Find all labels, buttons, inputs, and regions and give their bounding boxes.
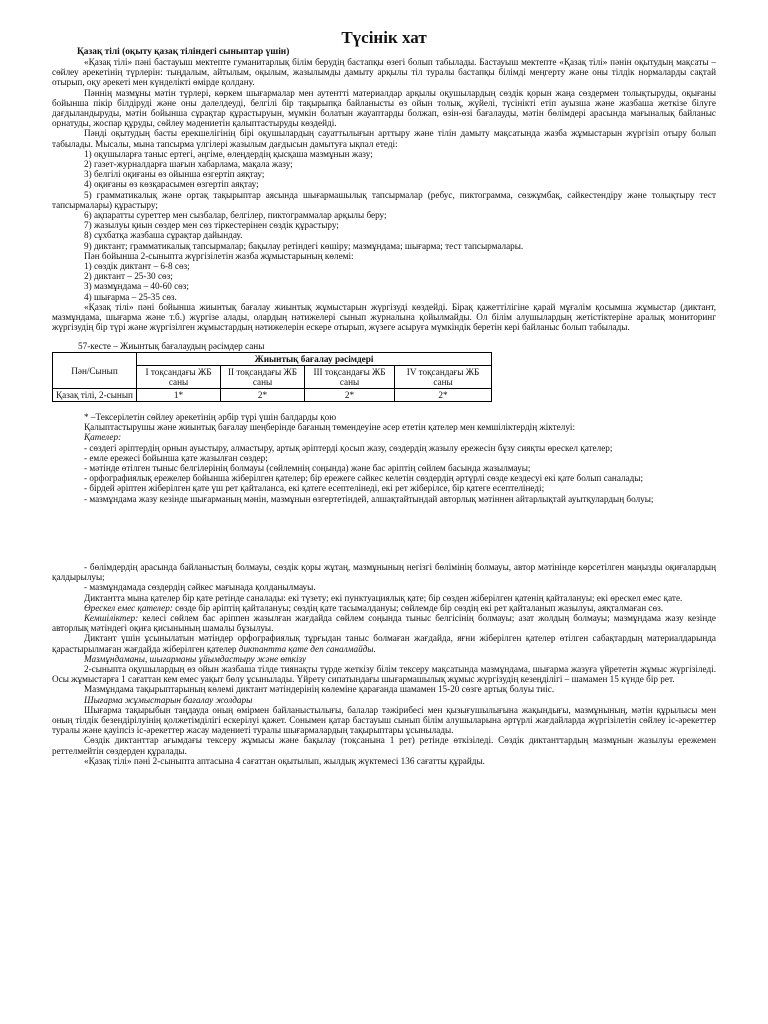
dictation-texts-prefix: Диктант үшін ұсынылатын мәтіндер орфографиялық тұрғыдан таныс болмаған жағдайда, яғни жіберілген қателер өтілген сабақтардың материалдарында қарастырылмаған жағдайда жіберілген қателер	[52, 633, 716, 654]
written-works-intro: Пән бойынша 2-сыныпта жүргізілетін жазба жұмыстарының көлемі:	[84, 250, 354, 261]
intro-paragraph-1: «Қазақ тілі» пәні бастауыш мектепте гуманитарлық білім берудің бастапқы өзегі болып табылады. Бастауыш мектепте «Қазақ тілі» пәнін оқытудың мақсаты – сөйлеу әрекетінің түрлерін: тыңдалым, айтылым, оқылым, жазылымды дамыту арқылы тіл туралы бастапқы білімді меңгерту және оны тілдік нормаларды сақтай отырып, оқу әрекеті мен күнделікті өмірде қолдану.	[52, 57, 716, 88]
page-title: Түсінік хат	[341, 28, 427, 47]
task-example-item: 4) оқиғаны өз көзқарасымен өзгертіп аяқтау;	[84, 179, 259, 190]
vocab-dictation-paragraph: Сөздік диктанттар ағымдағы тексеру жұмысы және бақылау (тоқсанына 1 рет) ретінде өткізіледі. Сөздік диктанттардың мазмұнын жазылуы ережемен реттелмейтін сөздерден құралады.	[52, 735, 716, 756]
table-quarter-header: IV тоқсандағы ЖБ саны	[395, 366, 492, 389]
task-example-item: 8) сұхбатқа жазбаша сұрақтар дайындау.	[84, 230, 243, 241]
errors-heading: Қателер:	[84, 432, 122, 443]
table-row-label: Қазақ тілі, 2-сынып	[53, 389, 137, 402]
error-item: - сөздегі әріптердің орнын ауыстыру, алмастыру, артық әріптерді қосып жазу, сөздердің жазылу ережесін бұзу сияқты өрескел қателер;	[84, 442, 613, 453]
errors-intro: Қалыптастырушы және жиынтық бағалау шеңберінде бағаның төмендеуіне әсер ететін қателер мен кемшіліктердің жіктелуі:	[84, 422, 576, 433]
task-example-item: 2) газет-журналдарға шағын хабарлама, мақала жазу;	[84, 159, 293, 170]
essay-heading: Шығарма жұмыстарын бағалау жолдары	[84, 694, 253, 705]
exposition-paragraph: 2-сыныпта оқушылардың өз ойын жазбаша тілде тиянақты түрде жеткізу білім тексеру мақсатында мазмұндама, шығарма жазуға үйрететін жұмыс жүргізіледі. Осы жұмыстарға 1 сағаттан кем емес уақыт бөлу ұсынылады. Үйрету сипатындағы шығармашылық жұмыс жүргізудің кезеңділігі – шамамен 15 күнде бір рет.	[52, 664, 716, 685]
table-quarter-header: I тоқсандағы ЖБ саны	[137, 366, 221, 389]
error-item: - бөлімдердің арасында байланыстың болмауы, сөздік қоры жұтаң, мазмұнының негізгі бөлімінің болмауы, автор мәтінінде көрсетілген маңызды оқиғалардың қалдырылуы;	[52, 562, 716, 583]
intro-paragraph-2: Пәннің мазмұны мәтін түрлері, көркем шығармалар мен аутентті материалдар арқылы оқушылардың сөздік қорын жаңа сөздермен толықтыруды, оқығаны бойынша пікір білдіруді және оны дәлелдеуді, белгілі бір тақырыпқа байланысты өз ойын толық, жүйелі, түсінікті етіп ауызша және жазбаша жеткізе білуге дағдыландыруды, мәтін бойынша сұрақтар құрастыруын, мүмкін болатын жауаптарды болжап, өзін-өзі бағалауды, мәтін бөлімдері арасында мағыналық байланыс орнатуды, жоспар құруды, сөйлеу мәдениетін қалыптастыруды көздейді.	[52, 87, 716, 129]
task-example-item: 5) грамматикалық және ортақ тақырыптар аясында шығармашылық тапсырмалар (ребус, пиктограмма, сөзжұмбақ, сәйкестендіру және толықтыру тест тапсырмалары) құрастыру;	[52, 189, 716, 210]
table-row-header: Пән/Сынып	[53, 353, 137, 389]
table-cell: 2*	[221, 389, 305, 402]
exposition-volume: Мазмұндама тақырыптарының көлемі диктант мәтіндерінің көлеміне қарағанда шамамен 15-20 сөзге артық болуы тиіс.	[84, 684, 555, 695]
minor-errors-term: Өрескел емес қателер:	[84, 602, 173, 613]
dictation-texts-italic: диктантта қате деп саналмайды.	[238, 643, 376, 654]
task-example-item: 9) диктант; грамматикалық тапсырмалар; бақылау ретіндегі көшіру; мазмұндама; шығарма; тест тапсырмалары.	[84, 240, 524, 251]
table-cell: 1*	[137, 389, 221, 402]
minor-errors-paragraph	[52, 603, 716, 613]
table-quarter-header: III тоқсандағы ЖБ саны	[305, 366, 395, 389]
error-item: - орфографиялық ережелер бойынша жіберілген қателер; бір ережеге сәйкес келетін сөздердің әртүрлі сөзде кездесуі екі қате болып саналады;	[84, 473, 644, 484]
shortcomings-paragraph	[52, 613, 716, 633]
error-item: - мәтінде өтілген тыныс белгілерінің болмауы (сөйлемнің соңында) және бас әріптің сөйлем басында жазылмауы;	[84, 463, 531, 474]
shortcomings-text: келесі сөйлем бас әріппен жазылған жағдайда сөйлем соңында тыныс белгісінің болмауы; азат жолдың болмауы; мазмұндама жазу кезінде авторлық мәтіндегі оқиға қисынының шамалы бұзылуы.	[52, 613, 716, 634]
table-row	[53, 389, 492, 402]
intro-paragraph-3: Пәнді оқытудың басты ерекшелігінің бірі оқушылардың сауаттылығын арттыру және тілін дамыту мақсатында жазба жұмыстарын жүргізіп отыру болып табылады. Мысалы, мына тапсырма үлгілері жазылым дағдысын дамытуға ықпал етеді:	[52, 128, 716, 149]
written-work-item: 4) шығарма – 25-35 сөз.	[84, 291, 177, 302]
table-caption: 57-кесте – Жиынтық бағалаудың рәсімдер саны	[78, 341, 265, 351]
error-item: - емле ережесі бойынша қате жазылған сөздер;	[84, 452, 268, 463]
written-work-item: 3) мазмұндама – 40-60 сөз;	[84, 281, 189, 292]
task-example-item: 3) белгілі оқиғаны өз ойынша өзгертіп аяқтау;	[84, 169, 265, 180]
shortcomings-term: Кемшіліктер:	[84, 613, 139, 624]
final-note: «Қазақ тілі» пәні 2-сыныпта аптасына 4 сағаттан оқытылып, жылдық жүктемесі 136 сағатты құрайды.	[84, 755, 485, 766]
table-cell: 2*	[395, 389, 492, 402]
dictation-note: Диктантта мына қателер бір қате ретінде саналады: екі түзету; екі пунктуациялық қате; бір сөзден жіберілген қатенің қайталануы; екі өрескел емес қате.	[84, 592, 683, 603]
error-item: - бірдей әріптен жіберілген қате үш рет қайталанса, екі қатеге есептелінеді, екі рет жіберілсе, бір қатеге есептелінеді;	[84, 483, 545, 494]
assessment-table	[52, 352, 492, 402]
error-item: - мазмұндама жазу кезінде шығарманың мәнін, мазмұнын өзгертетіндей, алшақтайтындай авторлық мәтіннен айтарлықтай ауытқулардың болуы;	[84, 493, 654, 504]
main-text-section	[52, 57, 716, 332]
written-work-item: 1) сөздік диктант – 6-8 сөз;	[84, 261, 190, 272]
exposition-heading: Мазмұндаманы, шығарманы ұйымдастыру және өткізу	[84, 653, 307, 664]
task-example-item: 6) ақпаратты суреттер мен сызбалар, белгілер, пиктограммалар арқылы беру;	[84, 210, 387, 221]
written-work-item: 2) диктант – 25-30 сөз;	[84, 271, 173, 282]
table-cell: 2*	[305, 389, 395, 402]
errors-section	[52, 412, 716, 504]
dictation-texts-paragraph	[52, 633, 716, 653]
minor-errors-text: сөзде бір әріптің қайталануы; сөздің қате тасымалдануы; сөйлемде бір сөздің екі рет қайталанып жазылуы, аяқталмаған сөз.	[172, 602, 664, 613]
task-example-item: 1) оқушыларға таныс ертегі, әңгіме, өлеңдердің қысқаша мазмұнын жазу;	[84, 148, 373, 159]
table-footnote: * –Тексерілетін сөйлеу әрекетінің әрбір түрі үшін балдарды қою	[84, 412, 337, 422]
error-item: - мазмұндамада сөздердің сәйкес мағынада қолданылмауы.	[84, 582, 316, 593]
page-subtitle: Қазақ тілі (оқыту қазақ тіліндегі сыныптар үшін)	[77, 47, 290, 57]
continued-section	[52, 562, 716, 766]
table-quarter-header: II тоқсандағы ЖБ саны	[221, 366, 305, 389]
task-example-item: 7) жазылуы қиын сөздер мен сөз тіркестерінен сөздік құрастыру;	[84, 220, 339, 231]
assessment-paragraph: «Қазақ тілі» пәні бойынша жиынтық бағалау жиынтық жұмыстарын жүргізуді көздейді. Бірақ қажеттілігіне қарай мұғалім қосымша жұмыстар (диктант, мазмұндама, шығарма және т.б.) жүргізе алады, олардың нәтижелері сынып журналына қойылмайды. Ол білім алушылардың жетістіктеріне аралық мониторинг жүргізудің бір түрі және жүргізілген жұмыстардың нәтижелерін ескере отырып, жүзеге асыруға мүмкіндік беретін кері байланыс болып табылады.	[52, 301, 716, 333]
table-group-header: Жиынтық бағалау рәсімдері	[137, 353, 492, 366]
essay-paragraph: Шығарма тақырыбын таңдауда оның өмірмен байланыстылығы, балалар тәжірибесі мен қызығушылығына жақындығы, мазмұнының, мәтін құрылысы мен оның тілдік безендірілуінің қолжетімділігі ескерілуі қажет. Сонымен қатар бастауыш сынып білім алушыларына әртүрлі жағдайларда жүргізілетін сөйлеу іс-әрекеттер туралы және қауіпсіз іс-әрекеттер жасау мәдениеті туралы шығармалардың тақырыптары ұсынылады.	[52, 704, 716, 736]
